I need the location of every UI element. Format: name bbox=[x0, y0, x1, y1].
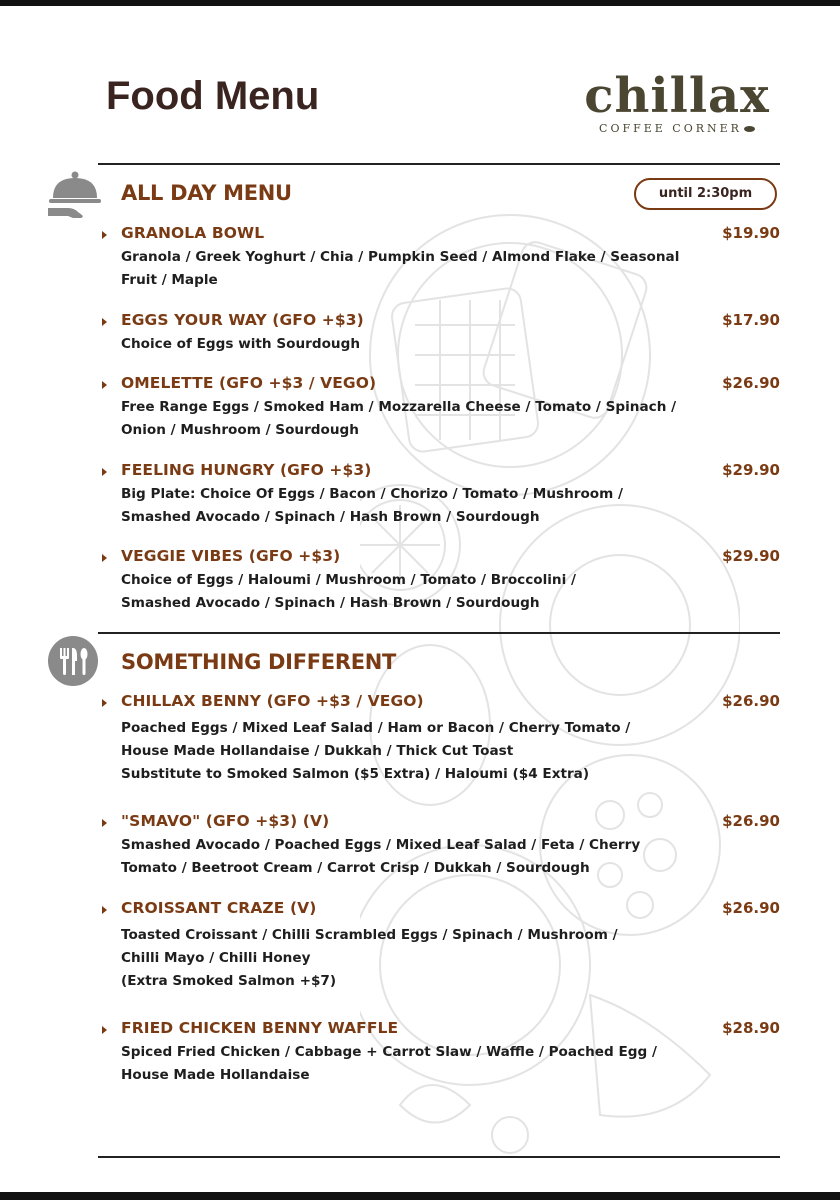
bullet-icon bbox=[102, 231, 107, 239]
item-name: "SMAVO" (GFO +$3) (V) bbox=[121, 812, 330, 830]
item-description: Toasted Croissant / Chilli Scrambled Eggs / Spinach / Mushroom / Chilli Mayo / Chilli Honey (Extra Smoked Salmon +$7) bbox=[121, 927, 618, 989]
coffee-bean-icon bbox=[744, 126, 755, 132]
section-title-something-different: SOMETHING DIFFERENT bbox=[121, 650, 397, 674]
item-name: FRIED CHICKEN BENNY WAFFLE bbox=[121, 1019, 399, 1037]
item-price: $29.90 bbox=[722, 461, 780, 479]
bullet-icon bbox=[102, 1026, 107, 1034]
page-border-top bbox=[0, 0, 840, 6]
page-border-bottom bbox=[0, 1192, 840, 1200]
item-price: $26.90 bbox=[722, 374, 780, 392]
bullet-icon bbox=[102, 554, 107, 562]
bullet-icon bbox=[102, 819, 107, 827]
time-badge: until 2:30pm bbox=[634, 178, 777, 210]
logo-wordmark: chillax bbox=[584, 68, 770, 124]
bullet-icon bbox=[102, 468, 107, 476]
item-price: $26.90 bbox=[722, 692, 780, 710]
menu-item bbox=[100, 224, 780, 292]
menu-item bbox=[100, 547, 780, 615]
item-price: $26.90 bbox=[722, 812, 780, 830]
item-description: Smashed Avocado / Poached Eggs / Mixed Leaf Salad / Feta / Cherry Tomato / Beetroot Cream / Carrot Crisp / Dukkah / Sourdough bbox=[121, 837, 641, 876]
item-price: $26.90 bbox=[722, 899, 780, 917]
item-description: Granola / Greek Yoghurt / Chia / Pumpkin Seed / Almond Flake / Seasonal Fruit / Maple bbox=[121, 249, 680, 288]
item-name: GRANOLA BOWL bbox=[121, 224, 265, 242]
item-description: Poached Eggs / Mixed Leaf Salad / Ham or Bacon / Cherry Tomato / House Made Hollandaise / Dukkah / Thick Cut Toast Substitute to Smoked Salmon ($5 Extra) / Haloumi ($4 Extra) bbox=[121, 720, 631, 782]
item-description: Choice of Eggs / Haloumi / Mushroom / Tomato / Broccolini / Smashed Avocado / Spinach / Hash Brown / Sourdough bbox=[121, 572, 576, 611]
item-name: CHILLAX BENNY (GFO +$3 / VEGO) bbox=[121, 692, 424, 710]
menu-item bbox=[100, 812, 780, 880]
item-price: $17.90 bbox=[722, 311, 780, 329]
item-description: Free Range Eggs / Smoked Ham / Mozzarella Cheese / Tomato / Spinach / Onion / Mushroom / Sourdough bbox=[121, 399, 677, 438]
item-name: FEELING HUNGRY (GFO +$3) bbox=[121, 461, 372, 479]
section-divider bbox=[98, 632, 780, 634]
menu-item bbox=[100, 461, 780, 529]
item-name: EGGS YOUR WAY (GFO +$3) bbox=[121, 311, 364, 329]
item-description: Choice of Eggs with Sourdough bbox=[121, 336, 361, 352]
page-title: Food Menu bbox=[106, 74, 320, 118]
item-description: Big Plate: Choice Of Eggs / Bacon / Chorizo / Tomato / Mushroom / Smashed Avocado / Spinach / Hash Brown / Sourdough bbox=[121, 486, 624, 525]
bullet-icon bbox=[102, 381, 107, 389]
bullet-icon bbox=[102, 699, 107, 707]
item-name: VEGGIE VIBES (GFO +$3) bbox=[121, 547, 341, 565]
section-divider bbox=[98, 163, 780, 165]
cutlery-icon bbox=[48, 636, 98, 686]
menu-item bbox=[100, 311, 780, 356]
menu-item bbox=[100, 1019, 780, 1087]
section-divider bbox=[98, 1156, 780, 1158]
brand-logo bbox=[574, 68, 780, 135]
bullet-icon bbox=[102, 318, 107, 326]
item-price: $29.90 bbox=[722, 547, 780, 565]
item-description: Spiced Fried Chicken / Cabbage + Carrot Slaw / Waffle / Poached Egg / House Made Hollandaise bbox=[121, 1044, 657, 1083]
logo-subtitle: COFFEE CORNER bbox=[574, 122, 780, 135]
item-name: CROISSANT CRAZE (V) bbox=[121, 899, 317, 917]
menu-item bbox=[100, 374, 780, 442]
menu-item bbox=[100, 899, 780, 993]
section-title-all-day-menu: ALL DAY MENU bbox=[121, 181, 292, 205]
item-name: OMELETTE (GFO +$3 / VEGO) bbox=[121, 374, 377, 392]
menu-item bbox=[100, 692, 780, 786]
bullet-icon bbox=[102, 906, 107, 914]
item-price: $19.90 bbox=[722, 224, 780, 242]
cloche-icon bbox=[45, 168, 103, 224]
item-price: $28.90 bbox=[722, 1019, 780, 1037]
